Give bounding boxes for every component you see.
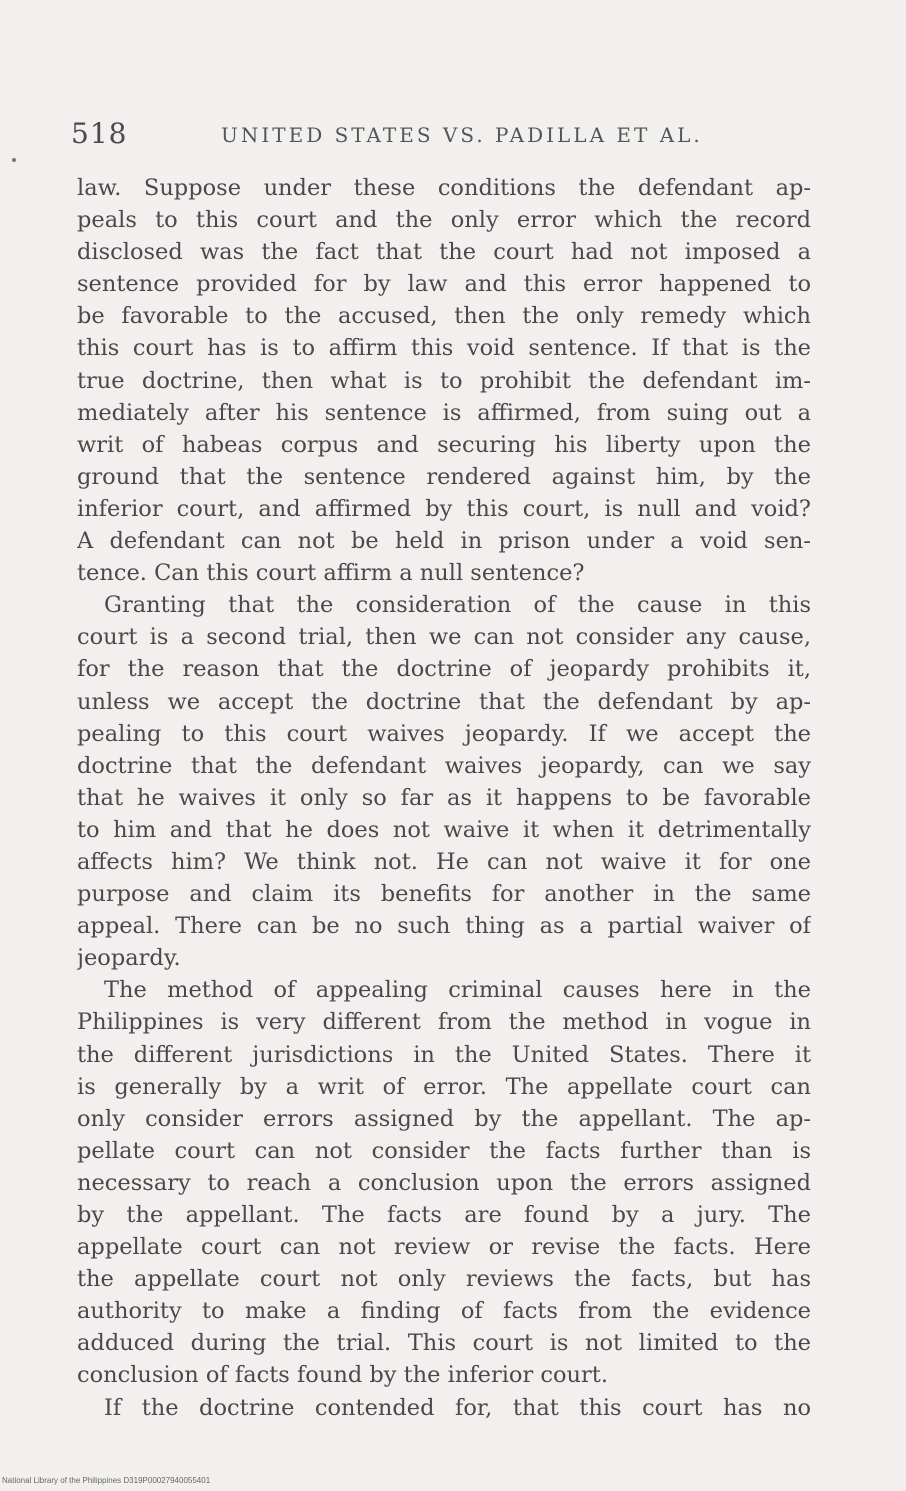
text-line: mediately after his sentence is affirmed, from suing out a	[77, 399, 811, 426]
margin-speck	[12, 158, 16, 162]
text-line: appellate court can not review or revise the facts. Here	[77, 1234, 811, 1261]
text-line: purpose and claim its benefits for another in the same	[77, 881, 811, 908]
text-line: by the appellant. The facts are found by a jury. The	[77, 1202, 811, 1228]
text-line: writ of habeas corpus and securing his liberty upon the	[77, 431, 811, 458]
text-line: tence. Can this court affirm a null sentence?	[77, 560, 585, 587]
text-line: authority to make a finding of facts from the evidence	[77, 1298, 811, 1325]
text-line: to him and that he does not waive it when it detrimentally	[77, 816, 811, 843]
text-line: court is a second trial, then we can not consider any cause,	[77, 624, 811, 651]
text-line: that he waives it only so far as it happens to be favorable	[77, 784, 811, 811]
text-line: Philippines is very different from the method in vogue in	[77, 1009, 811, 1036]
text-line: sentence provided for by law and this error happened to	[77, 271, 811, 298]
text-line: this court has is to affirm this void sentence. If that is the	[77, 335, 811, 362]
text-line: jeopardy.	[77, 945, 181, 972]
text-line: true doctrine, then what is to prohibit the defendant im-	[77, 367, 811, 394]
body-text	[77, 172, 811, 1424]
page-number: 518	[71, 117, 128, 150]
text-line: doctrine that the defendant waives jeopardy, can we say	[77, 752, 811, 779]
text-line: unless we accept the doctrine that the defendant by ap-	[77, 688, 811, 715]
text-line: for the reason that the doctrine of jeopardy prohibits it,	[77, 656, 811, 683]
text-line: adduced during the trial. This court is not limited to the	[77, 1330, 811, 1357]
text-line: The method of appealing criminal causes here in the	[104, 977, 811, 1004]
text-line: the different jurisdictions in the United States. There it	[77, 1041, 811, 1068]
text-line: pellate court can not consider the facts further than is	[77, 1137, 811, 1164]
text-line: A defendant can not be held in prison under a void sen-	[77, 528, 811, 555]
text-line: appeal. There can be no such thing as a partial waiver of	[77, 913, 811, 940]
text-line: ground that the sentence rendered against him, by the	[77, 463, 811, 490]
text-line: necessary to reach a conclusion upon the errors assigned	[77, 1169, 811, 1196]
text-line: is generally by a writ of error. The appellate court can	[77, 1073, 811, 1100]
text-line: affects him? We think not. He can not waive it for one	[77, 848, 811, 875]
text-line: peals to this court and the only error which the record	[77, 207, 811, 234]
running-title: UNITED STATES VS. PADILLA ET AL.	[221, 123, 703, 147]
text-line: the appellate court not only reviews the facts, but has	[77, 1266, 811, 1293]
text-line: pealing to this court waives jeopardy. If we accept the	[77, 720, 811, 747]
page-header	[71, 111, 811, 151]
text-line: Granting that the consideration of the cause in this	[104, 592, 811, 619]
archive-footer: National Library of the Philippines D319P00027940055401	[2, 1476, 211, 1485]
text-line: law. Suppose under these conditions the defendant ap-	[77, 175, 811, 201]
text-line: disclosed was the fact that the court had not imposed a	[77, 239, 811, 266]
text-line: only consider errors assigned by the appellant. The ap-	[77, 1105, 811, 1132]
text-line: conclusion of facts found by the inferior court.	[77, 1362, 608, 1389]
text-line: inferior court, and affirmed by this court, is null and void?	[77, 495, 811, 522]
text-line: be favorable to the accused, then the only remedy which	[77, 303, 811, 330]
text-line: If the doctrine contended for, that this court has no	[104, 1394, 811, 1421]
